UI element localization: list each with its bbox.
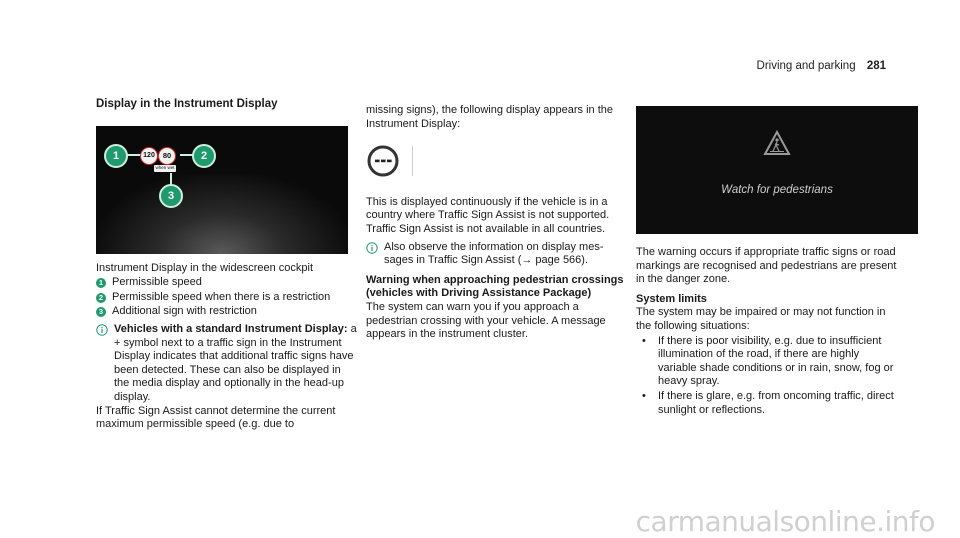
legend-text: Additional sign with restriction bbox=[112, 305, 257, 318]
pedestrian-warning-figure bbox=[636, 106, 918, 234]
legend-item bbox=[96, 291, 358, 305]
paragraph: missing signs), the following display appears in the Instrument Display: bbox=[366, 104, 614, 130]
column-2 bbox=[366, 104, 628, 342]
additional-sign: when wet bbox=[155, 164, 175, 170]
note-body bbox=[114, 323, 358, 405]
watermark: carmanualsonline.info bbox=[635, 505, 935, 538]
page-number: 281 bbox=[866, 60, 886, 72]
column-3 bbox=[636, 106, 898, 417]
bullet-text: If there is glare, e.g. from oncoming traffic, direct sunlight or reflections. bbox=[658, 389, 894, 416]
bullet-item bbox=[636, 390, 898, 417]
legend-text: Permissible speed bbox=[112, 276, 202, 289]
warning-message: Watch for pedestrians bbox=[721, 184, 833, 196]
bullet-icon: • bbox=[642, 389, 646, 402]
legend-number: 3 bbox=[96, 307, 106, 317]
note bbox=[366, 241, 628, 268]
legend-number: 2 bbox=[96, 293, 106, 303]
column-1 bbox=[96, 98, 358, 432]
legend-text: Permissible speed when there is a restriction bbox=[112, 290, 331, 303]
page-header bbox=[757, 60, 886, 74]
end-of-restriction-sign-icon bbox=[366, 141, 414, 181]
subheading: Warning when approaching pedestrian crossings (vehicles with Driving Assistance Package) bbox=[366, 273, 624, 300]
paragraph: The warning occurs if appropriate traffic signs or road markings are recognised and pedestrians are present in the danger zone. bbox=[636, 246, 897, 286]
bullet-text: If there is poor visibility, e.g. due to insufficient illumination of the road, if there are highly variable shade conditions or in rain, snow, fog or heavy spray. bbox=[658, 334, 894, 388]
speed-sign-120: 120 bbox=[140, 147, 158, 165]
paragraph: The system may be impaired or may not function in the following situations: bbox=[636, 306, 886, 332]
display-glow bbox=[96, 174, 348, 254]
info-icon bbox=[366, 242, 378, 254]
callout-2: 2 bbox=[192, 144, 216, 168]
legend-number: 1 bbox=[96, 278, 106, 288]
note-bold-lead: Vehicles with a standard Instrument Display: bbox=[114, 322, 348, 335]
figure-caption: Instrument Display in the widescreen cockpit bbox=[96, 261, 314, 274]
speed-sign-80: 80 bbox=[158, 147, 176, 165]
legend-item bbox=[96, 276, 358, 290]
subheading: System limits bbox=[636, 292, 707, 305]
note-text: a + symbol next to a traffic sign in the Instrument Display indicates that additional traffic signs have been detected. These can also be displayed in the media display and optionally in the head-up display. bbox=[114, 322, 357, 403]
instrument-display-figure bbox=[96, 126, 348, 254]
legend-item bbox=[96, 305, 358, 319]
note bbox=[96, 323, 358, 405]
bullet-item bbox=[636, 335, 898, 389]
callout-3: 3 bbox=[159, 184, 183, 208]
callout-line-3 bbox=[170, 173, 172, 185]
note-text: Also observe the information on display messages in Traffic Sign Assist (→ page 566). bbox=[384, 240, 604, 267]
section-name: Driving and parking bbox=[756, 60, 856, 72]
callout-1: 1 bbox=[104, 144, 128, 168]
section-title: Display in the Instrument Display bbox=[96, 98, 278, 110]
paragraph: The system can warn you if you approach a pedestrian crossing with your vehicle. A message appears in the instrument cluster. bbox=[366, 300, 606, 341]
paragraph: If Traffic Sign Assist cannot determine the current maximum permissible speed (e.g. due to bbox=[96, 404, 336, 431]
info-icon bbox=[96, 324, 108, 336]
paragraph: This is displayed continuously if the vehicle is in a country where Traffic Sign Assist is not supported. Traffic Sign Assist is not available in all countries. bbox=[366, 195, 610, 235]
bullet-icon: • bbox=[642, 334, 646, 347]
pedestrian-warning-icon bbox=[763, 130, 791, 156]
